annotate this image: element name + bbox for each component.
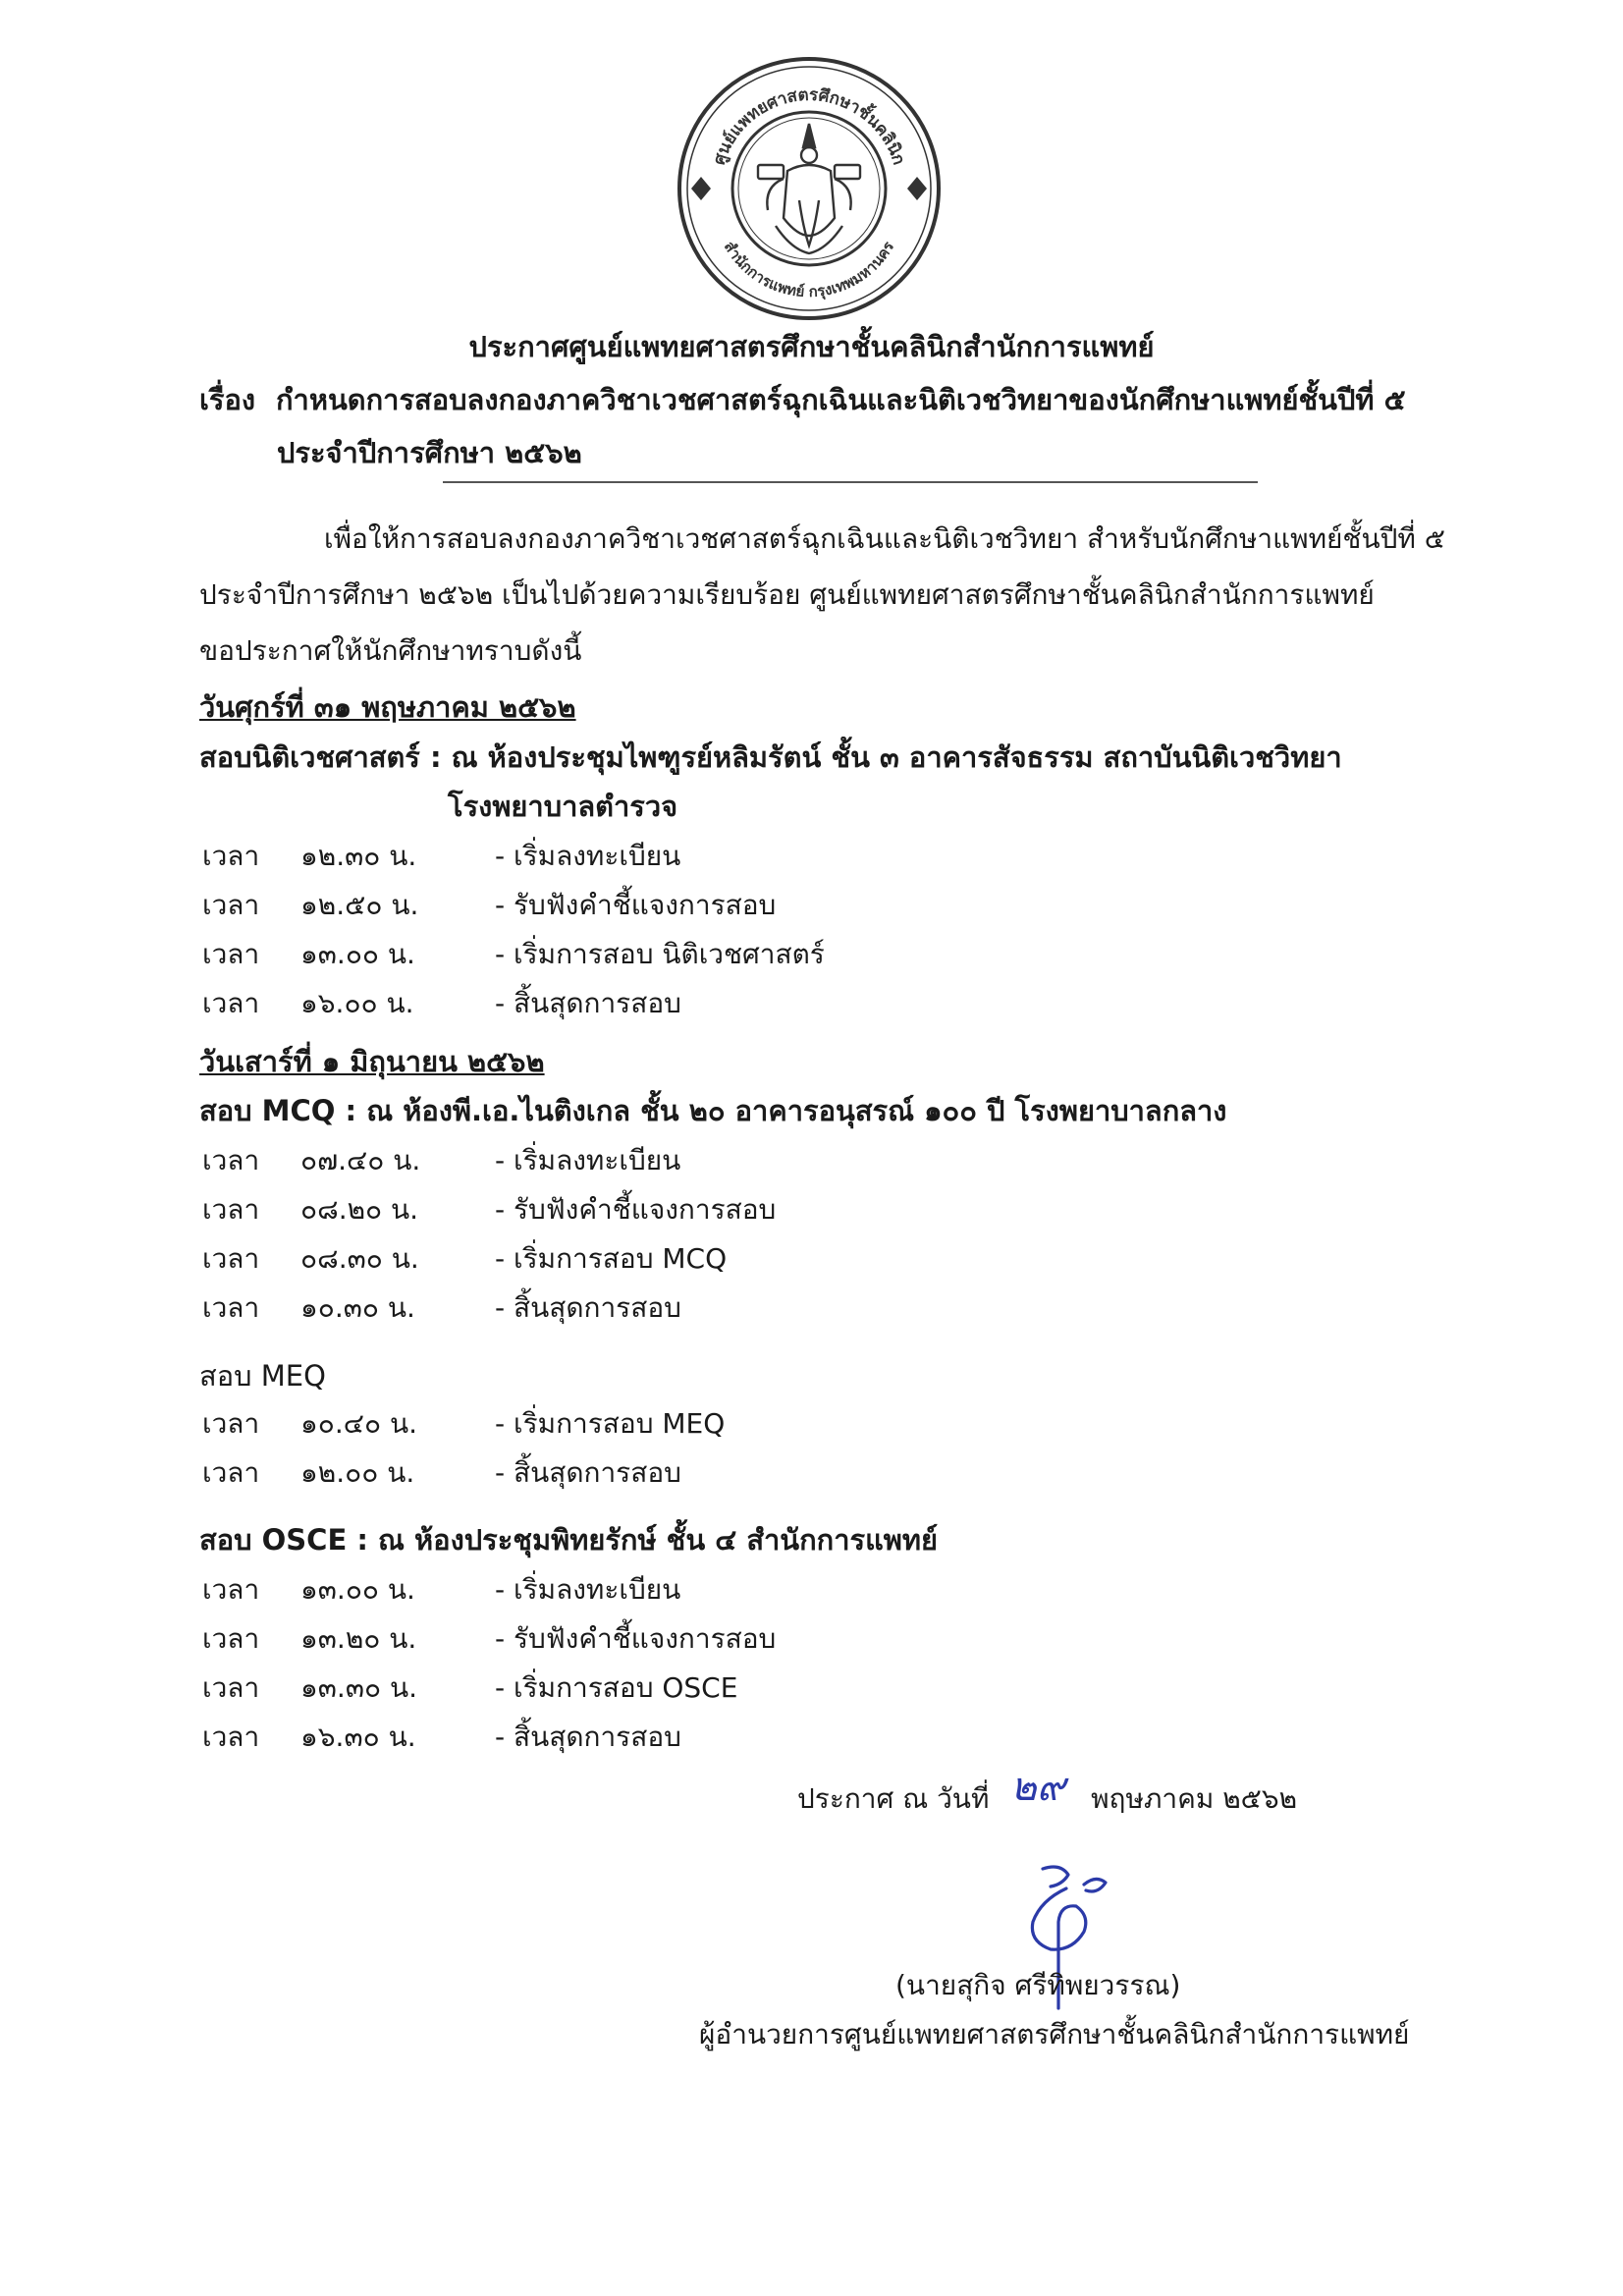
time-value: ๑๓.๐๐ น. [300,938,415,970]
time-value: ๑๓.๓๐ น. [300,1671,417,1704]
subject-line [199,377,1406,422]
time-label: เวลา [202,1456,260,1489]
time-label: เวลา [202,1193,260,1226]
activity: - รับฟังคำชี้แจงการสอบ [495,889,777,921]
svg-text:สำนักการแพทย์ กรุงเทพมหานคร: สำนักการแพทย์ กรุงเทพมหานคร [720,238,898,301]
mcq-venue: สอบ MCQ : ณ ห้องพี.เอ.ไนติงเกล ชั้น ๒๐ อาคารอนุสรณ์ ๑๐๐ ปี โรงพยาบาลกลาง [199,1094,1227,1127]
osce-venue: สอบ OSCE : ณ ห้องประชุมพิทยรักษ์ ชั้น ๔ สำนักการแพทย์ [199,1523,939,1557]
signer-position: ผู้อำนวยการศูนย์แพทยศาสตรศึกษาชั้นคลินิกสำนักการแพทย์ [699,2018,1410,2050]
activity: - เริ่มการสอบ OSCE [495,1671,738,1704]
day1-venue: สอบนิติเวชศาสตร์ : ณ ห้องประชุมไพฑูรย์หลิมรัตน์ ชั้น ๓ อาคารสัจธรรม สถาบันนิติเวชวิทยา [199,740,1342,774]
time-label: เวลา [202,1721,260,1753]
document-title: ประกาศศูนย์แพทยศาสตรศึกษาชั้นคลินิกสำนักการแพทย์ [468,330,1155,363]
institution-seal-icon [674,53,945,324]
time-value: ๐๘.๒๐ น. [300,1193,419,1226]
intro-line-3: ขอประกาศให้นักศึกษาทราบดังนี้ [199,634,582,667]
activity: - เริ่มลงทะเบียน [495,1573,681,1606]
activity: - สิ้นสุดการสอบ [495,1721,681,1753]
time-value: ๑๓.๐๐ น. [300,1573,415,1606]
day2-date: วันเสาร์ที่ ๑ มิถุนายน ๒๕๖๒ [199,1045,545,1078]
time-label: เวลา [202,1407,260,1440]
time-label: เวลา [202,840,260,872]
time-value: ๑๖.๐๐ น. [300,987,414,1019]
time-value: ๑๐.๔๐ น. [300,1407,417,1440]
activity: - เริ่มลงทะเบียน [495,840,681,872]
activity: - เริ่มการสอบ MEQ [495,1407,726,1440]
announcement-date [797,1763,1297,1826]
subject-label: เรื่อง [199,383,256,416]
time-label: เวลา [202,889,260,921]
activity: - เริ่มการสอบ MCQ [495,1242,728,1275]
signer-name: (นายสุกิจ ศรีทิพยวรรณ) [895,1969,1181,2001]
time-value: ๐๘.๓๐ น. [300,1242,419,1275]
day1-date: วันศุกร์ที่ ๓๑ พฤษภาคม ๒๕๖๒ [199,690,576,724]
time-label: เวลา [202,1622,260,1655]
announce-month-year: พฤษภาคม ๒๕๖๒ [1091,1782,1298,1815]
activity: - รับฟังคำชี้แจงการสอบ [495,1193,777,1226]
announce-prefix: ประกาศ ณ วันที่ [797,1782,990,1815]
time-value: ๑๖.๓๐ น. [300,1721,416,1753]
time-value: ๐๗.๔๐ น. [300,1144,421,1176]
time-label: เวลา [202,987,260,1019]
time-value: ๑๓.๒๐ น. [300,1622,417,1655]
intro-line-1: เพื่อให้การสอบลงกองภาควิชาเวชศาสตร์ฉุกเฉินและนิติเวชวิทยา สำหรับนักศึกษาแพทย์ชั้นปีที่ ๕ [324,522,1445,555]
time-value: ๑๒.๓๐ น. [300,840,417,872]
activity: - เริ่มการสอบ นิติเวชศาสตร์ [495,938,825,970]
time-label: เวลา [202,1573,260,1606]
announce-day-handwritten: ๒๙ [1010,1765,1066,1810]
subject-line-2: ประจำปีการศึกษา ๒๕๖๒ [277,436,582,469]
activity: - สิ้นสุดการสอบ [495,1456,681,1489]
svg-text:ศูนย์แพทยศาสตรศึกษาชั้นคลินิก: ศูนย์แพทยศาสตรศึกษาชั้นคลินิก [709,84,909,168]
intro-line-2: ประจำปีการศึกษา ๒๕๖๒ เป็นไปด้วยความเรียบร้อย ศูนย์แพทยศาสตรศึกษาชั้นคลินิกสำนักการแพทย์ [199,578,1375,611]
time-label: เวลา [202,1291,260,1324]
day1-venue-cont: โรงพยาบาลตำรวจ [448,790,678,823]
activity: - เริ่มลงทะเบียน [495,1144,681,1176]
time-value: ๑๒.๕๐ น. [300,889,419,921]
meq-heading: สอบ MEQ [199,1359,326,1393]
time-label: เวลา [202,1144,260,1176]
subject-text: กำหนดการสอบลงกองภาควิชาเวชศาสตร์ฉุกเฉินและนิติเวชวิทยาของนักศึกษาแพทย์ชั้นปีที่ ๕ [276,383,1406,416]
time-value: ๑๒.๐๐ น. [300,1456,415,1489]
time-value: ๑๐.๓๐ น. [300,1291,415,1324]
activity: - สิ้นสุดการสอบ [495,987,681,1019]
time-label: เวลา [202,938,260,970]
header-divider [443,481,1258,483]
time-label: เวลา [202,1671,260,1704]
time-label: เวลา [202,1242,260,1275]
activity: - รับฟังคำชี้แจงการสอบ [495,1622,777,1655]
activity: - สิ้นสุดการสอบ [495,1291,681,1324]
